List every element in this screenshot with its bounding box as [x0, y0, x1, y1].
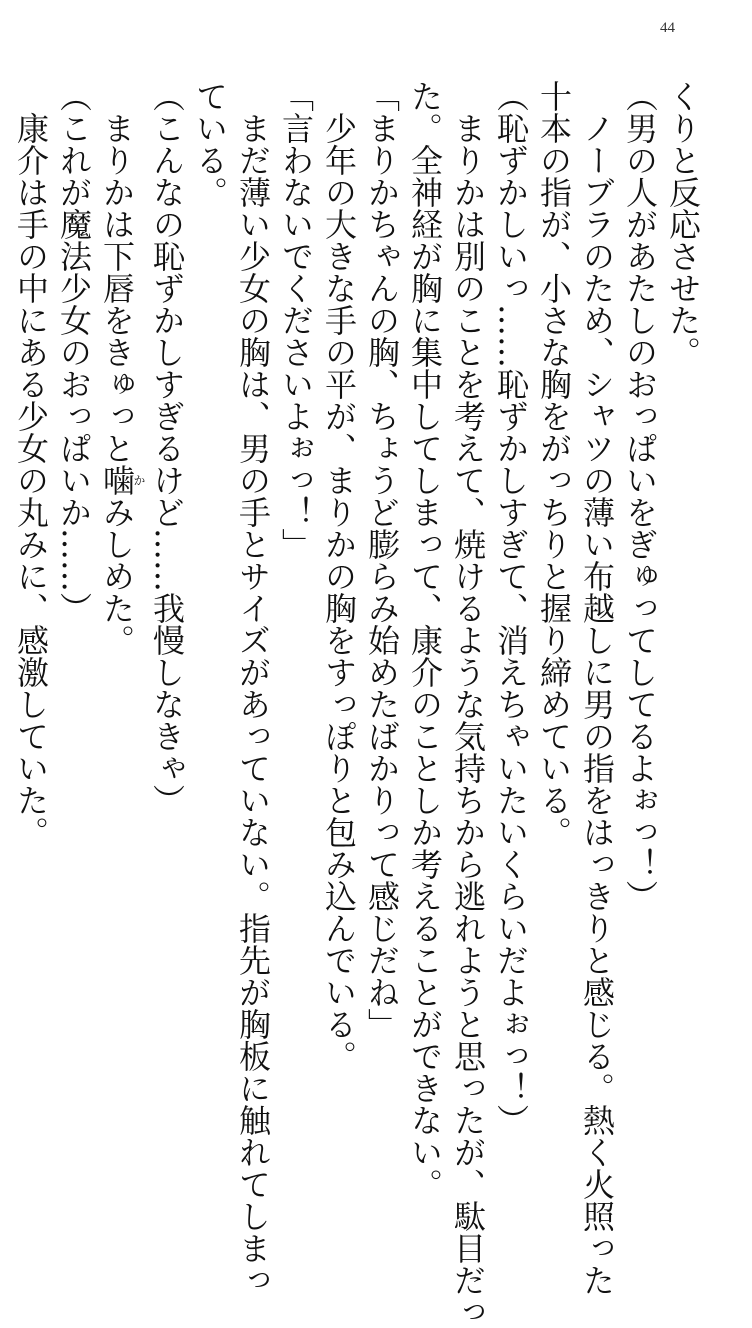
text-line-14: まりかは下唇をきゅっと噛かみしめた。	[98, 112, 146, 656]
text-line-1: くりと反応させた。	[664, 80, 702, 368]
text-line-15: （これが魔法少女のおっぱいか……）	[55, 80, 93, 624]
text-line-4: 十本の指が、小さな胸をがっちりと握り締めている。	[535, 80, 573, 848]
text-line-8: 「まりかちゃんの胸、ちょうど膨らみ始めたばかりって感じだね」	[363, 80, 401, 1040]
text-line-2: （男の人があたしのおっぱいをぎゅってしてるよぉっ！）	[621, 80, 659, 912]
text-line-12: ている。	[191, 80, 229, 208]
text-line-11: まだ薄い少女の胸は、男の手とサイズがあっていない。指先が胸板に触れてしまっ	[234, 112, 272, 1296]
novel-text-column	[12, 80, 704, 1328]
page-number: 44	[660, 20, 675, 36]
text-line-16: 康介は手の中にある少女の丸みに、感激していた。	[12, 112, 50, 848]
ruby-annotation: 噛か	[98, 464, 146, 496]
text-line-6: まりかは別のことを考えて、焼けるような気持ちから逃れようと思ったが、駄目だっ	[449, 112, 487, 1328]
text-line-13: （こんなの恥ずかしすぎるけど……我慢しなきゃ）	[148, 80, 186, 816]
text-line-5: （恥ずかしいっ……恥ずかしすぎて、消えちゃいたいくらいだよぉっ！）	[492, 80, 530, 1136]
text-line-7: た。全神経が胸に集中してしまって、康介のことしか考えることができない。	[406, 80, 444, 1200]
text-line-10: 「言わないでくださいよぉっ！」	[277, 80, 315, 560]
text-line-3: ノーブラのため、シャツの薄い布越しに男の指をはっきりと感じる。熱く火照った	[578, 112, 616, 1296]
text-line-9: 少年の大きな手の平が、まりかの胸をすっぽりと包み込んでいる。	[320, 112, 358, 1072]
